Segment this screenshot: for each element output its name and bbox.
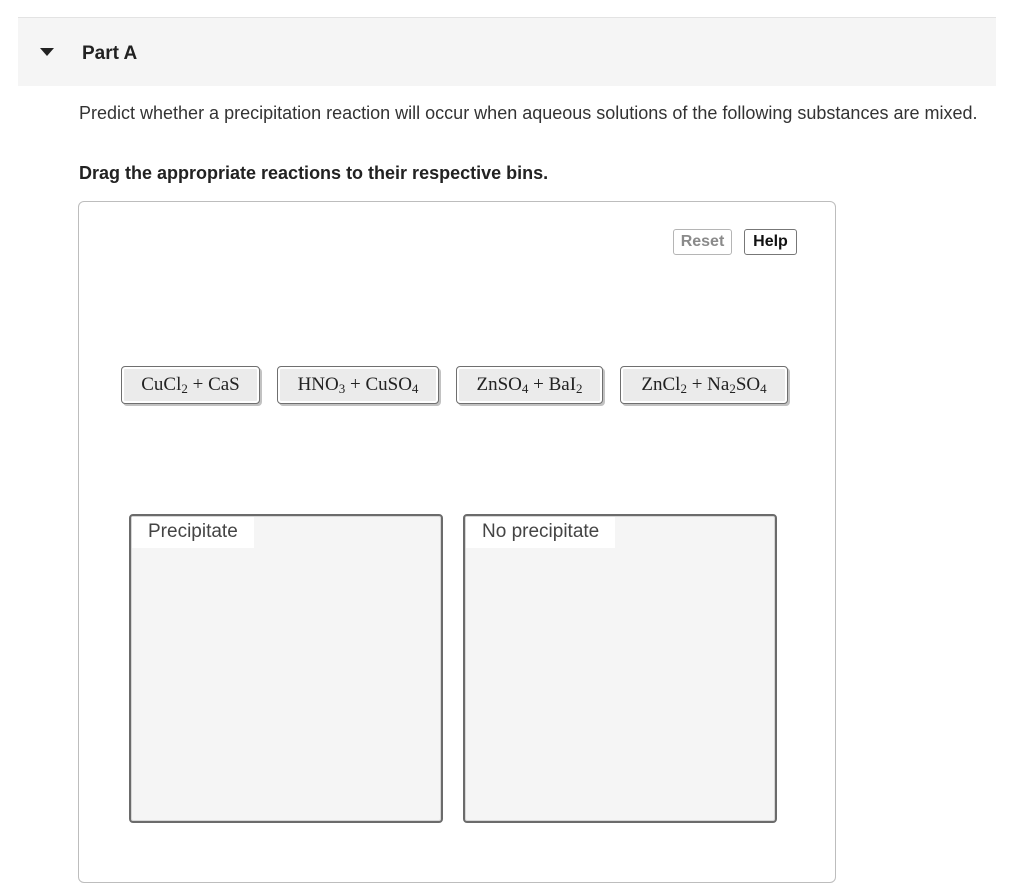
part-title: Part A	[82, 43, 138, 64]
plus-operator: +	[533, 374, 544, 395]
plus-operator: +	[192, 374, 204, 395]
plus-operator: +	[691, 374, 703, 395]
subscript: 4	[760, 381, 767, 396]
reaction-chip[interactable]	[620, 366, 788, 404]
bin-precipitate[interactable]	[129, 514, 443, 823]
reset-button[interactable]: Reset	[673, 229, 732, 255]
reaction-chip[interactable]	[121, 366, 260, 404]
subscript: 2	[729, 381, 736, 396]
question-text: Predict whether a precipitation reaction will occur when aqueous solutions of the following substances are mixed.	[79, 103, 978, 123]
subscript: 4	[411, 381, 419, 396]
reactant: CuCl	[141, 374, 182, 395]
reactant: HNO	[297, 374, 339, 395]
bin-no-precipitate[interactable]	[463, 514, 777, 823]
reactant: CaS	[208, 374, 240, 395]
drag-drop-workspace	[78, 201, 836, 883]
reactant: BaI	[548, 374, 577, 395]
caret-down-icon[interactable]	[40, 48, 54, 56]
reactant: Na	[707, 374, 730, 395]
reactant: CuSO	[365, 374, 412, 395]
reactant-tail: SO	[735, 374, 761, 395]
subscript: 2	[181, 381, 188, 396]
part-header[interactable]	[18, 18, 996, 86]
reaction-chip[interactable]	[277, 366, 439, 404]
reaction-chip[interactable]	[456, 366, 603, 404]
plus-operator: +	[349, 374, 361, 395]
subscript: 2	[576, 381, 583, 396]
reactant: ZnSO	[476, 374, 522, 395]
bin-label: Precipitate	[132, 517, 254, 548]
subscript: 4	[521, 381, 529, 396]
bin-label: No precipitate	[466, 517, 615, 548]
instruction-text: Drag the appropriate reactions to their respective bins.	[79, 163, 549, 183]
subscript: 2	[680, 381, 687, 396]
subscript: 3	[338, 381, 346, 396]
reactant: ZnCl	[641, 374, 681, 395]
help-button[interactable]: Help	[744, 229, 797, 255]
